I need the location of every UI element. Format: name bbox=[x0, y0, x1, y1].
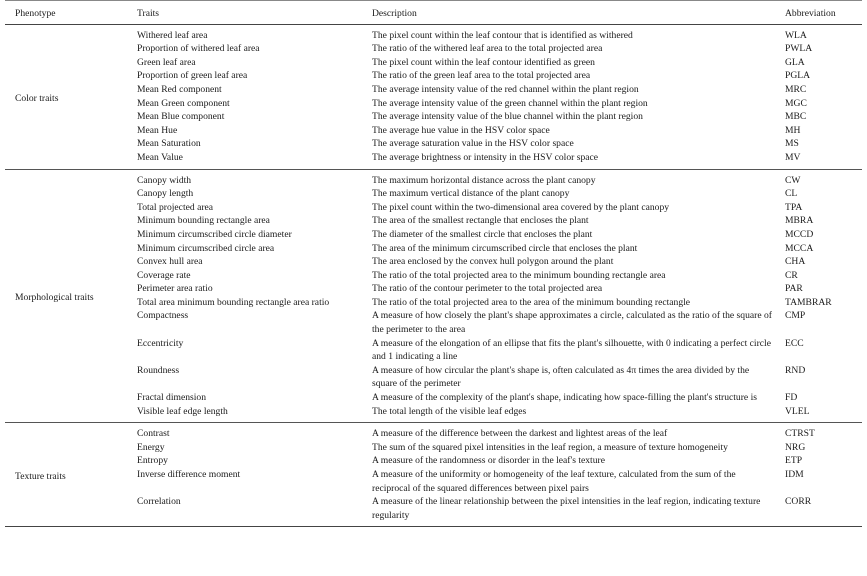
abbreviation-cell: CR bbox=[785, 269, 798, 281]
table-row bbox=[5, 441, 862, 455]
table-row bbox=[5, 201, 862, 215]
table-row bbox=[5, 187, 862, 201]
table-row bbox=[5, 137, 862, 151]
trait-cell: Total area minimum bounding rectangle area ratio bbox=[137, 296, 330, 308]
description-cell: A measure of how circular the plant's shape is, often calculated as 4π times the area divided by the square of the perimeter bbox=[372, 364, 750, 390]
trait-cell: Mean Hue bbox=[137, 124, 178, 136]
table-row bbox=[5, 255, 862, 269]
abbreviation-cell: TAMBRAR bbox=[785, 296, 832, 308]
trait-cell: Mean Blue component bbox=[137, 111, 225, 123]
description-cell: The average brightness or intensity in the HSV color space bbox=[372, 151, 599, 163]
header-description: Description bbox=[362, 1, 775, 24]
trait-cell: Convex hull area bbox=[137, 256, 203, 268]
table-group bbox=[5, 423, 862, 527]
description-cell: A measure of the complexity of the plant's shape, indicating how space-filling the plant's structure is bbox=[372, 392, 757, 404]
abbreviation-cell: CORR bbox=[785, 496, 812, 508]
description-cell: The area of the smallest rectangle that encloses the plant bbox=[372, 215, 589, 227]
trait-cell: Contrast bbox=[137, 428, 170, 440]
trait-cell: Proportion of green leaf area bbox=[137, 70, 248, 82]
description-cell: The ratio of the total projected area to the minimum bounding rectangle area bbox=[372, 269, 666, 281]
trait-cell: Perimeter area ratio bbox=[137, 283, 213, 295]
table-row bbox=[5, 24, 862, 42]
trait-cell: Eccentricity bbox=[137, 337, 184, 349]
trait-cell: Compactness bbox=[137, 310, 189, 322]
phenotype-cell: Morphological traits bbox=[15, 292, 94, 304]
trait-cell: Minimum bounding rectangle area bbox=[137, 215, 270, 227]
abbreviation-cell: MV bbox=[785, 151, 801, 163]
table-row bbox=[5, 242, 862, 256]
trait-cell: Mean Red component bbox=[137, 83, 222, 95]
trait-cell: Energy bbox=[137, 441, 165, 453]
abbreviation-cell: PAR bbox=[785, 283, 803, 295]
abbreviation-cell: GLA bbox=[785, 56, 805, 68]
trait-cell: Green leaf area bbox=[137, 56, 196, 68]
header-row bbox=[5, 1, 862, 24]
description-cell: The area of the minimum circumscribed circle that encloses the plant bbox=[372, 242, 638, 254]
abbreviation-cell: WLA bbox=[785, 29, 807, 41]
trait-cell: Mean Saturation bbox=[137, 138, 201, 150]
abbreviation-cell: MCCA bbox=[785, 242, 814, 254]
description-cell: A measure of the randomness or disorder in the leaf's texture bbox=[372, 455, 605, 467]
abbreviation-cell: MRC bbox=[785, 83, 807, 95]
trait-cell: Canopy length bbox=[137, 188, 194, 200]
header-phenotype: Phenotype bbox=[5, 1, 127, 24]
description-cell: The sum of the squared pixel intensities in the leaf region, a measure of texture homogeneity bbox=[372, 441, 728, 453]
table-row bbox=[5, 423, 862, 441]
phenotype-cell: Color traits bbox=[15, 92, 59, 104]
abbreviation-cell: MBRA bbox=[785, 215, 814, 227]
description-cell: The average saturation value in the HSV color space bbox=[372, 138, 574, 150]
description-cell: The ratio of the withered leaf area to the total projected area bbox=[372, 43, 603, 55]
abbreviation-cell: CW bbox=[785, 174, 801, 186]
description-cell: A measure of how closely the plant's shape approximates a circle, calculated as the ratio of the square of the perimeter to the area bbox=[372, 310, 772, 336]
table-row bbox=[5, 405, 862, 423]
abbreviation-cell: CHA bbox=[785, 256, 806, 268]
table-row bbox=[5, 454, 862, 468]
table-row bbox=[5, 228, 862, 242]
abbreviation-cell: ECC bbox=[785, 337, 804, 349]
trait-cell: Fractal dimension bbox=[137, 392, 207, 404]
table-row bbox=[5, 337, 862, 364]
abbreviation-cell: CL bbox=[785, 188, 798, 200]
trait-cell: Mean Green component bbox=[137, 97, 230, 109]
description-cell: The diameter of the smallest circle that encloses the plant bbox=[372, 228, 593, 240]
description-cell: The maximum horizontal distance across the plant canopy bbox=[372, 174, 596, 186]
abbreviation-cell: RND bbox=[785, 364, 806, 376]
table-row bbox=[5, 151, 862, 169]
trait-cell: Proportion of withered leaf area bbox=[137, 43, 260, 55]
table-group bbox=[5, 24, 862, 169]
description-cell: A measure of the uniformity or homogeneity of the leaf texture, calculated from the sum of the reciprocal of the squared differences between pixel pairs bbox=[372, 469, 736, 494]
abbreviation-cell: MBC bbox=[785, 111, 807, 123]
table-row bbox=[5, 42, 862, 56]
abbreviation-cell: MGC bbox=[785, 97, 807, 109]
description-cell: The pixel count within the leaf contour that is identified as withered bbox=[372, 29, 633, 41]
description-cell: The ratio of the total projected area to the area of the minimum bounding rectangle bbox=[372, 296, 691, 308]
table-row bbox=[5, 110, 862, 124]
trait-cell: Inverse difference moment bbox=[137, 469, 241, 480]
header-traits: Traits bbox=[127, 1, 362, 24]
description-cell: The average intensity value of the red channel within the plant region bbox=[372, 83, 639, 95]
table-row bbox=[5, 495, 862, 527]
trait-cell: Total projected area bbox=[137, 201, 214, 213]
table-group bbox=[5, 169, 862, 423]
description-cell: The total length of the visible leaf edges bbox=[372, 405, 527, 417]
abbreviation-cell: TPA bbox=[785, 201, 803, 213]
table-row bbox=[5, 391, 862, 405]
table-row bbox=[5, 364, 862, 391]
description-cell: The pixel count within the leaf contour identified as green bbox=[372, 56, 595, 68]
phenotype-cell: Texture traits bbox=[15, 471, 66, 482]
table-row bbox=[5, 269, 862, 283]
description-cell: The pixel count within the two-dimensional area covered by the plant canopy bbox=[372, 201, 670, 213]
abbreviation-cell: PWLA bbox=[785, 43, 813, 55]
abbreviation-cell: PGLA bbox=[785, 70, 811, 82]
description-cell: A measure of the difference between the darkest and lightest areas of the leaf bbox=[372, 428, 668, 440]
trait-cell: Entropy bbox=[137, 455, 168, 467]
abbreviation-cell: IDM bbox=[785, 469, 804, 480]
table-row bbox=[5, 282, 862, 296]
description-cell: The average intensity value of the green channel within the plant region bbox=[372, 97, 648, 109]
trait-cell: Withered leaf area bbox=[137, 29, 208, 41]
description-cell: The average hue value in the HSV color space bbox=[372, 124, 550, 136]
abbreviation-cell: MS bbox=[785, 138, 799, 150]
table-row bbox=[5, 169, 862, 187]
header-abbreviation: Abbreviation bbox=[775, 1, 862, 24]
trait-cell: Minimum circumscribed circle diameter bbox=[137, 228, 292, 240]
trait-cell: Correlation bbox=[137, 496, 181, 508]
table-row bbox=[5, 97, 862, 111]
description-cell: The ratio of the green leaf area to the total projected area bbox=[372, 70, 591, 82]
description-cell: The area enclosed by the convex hull polygon around the plant bbox=[372, 256, 614, 268]
description-cell: A measure of the elongation of an ellipse that fits the plant's silhouette, with 0 indicating a perfect circle and 1 indicating a line bbox=[372, 337, 771, 363]
trait-cell: Mean Value bbox=[137, 151, 183, 163]
trait-cell: Roundness bbox=[137, 364, 180, 376]
description-cell: A measure of the linear relationship between the pixel intensities in the leaf region, indicating texture regularity bbox=[372, 496, 761, 521]
table-row bbox=[5, 468, 862, 495]
table-header bbox=[5, 1, 862, 24]
trait-cell: Minimum circumscribed circle area bbox=[137, 242, 275, 254]
description-cell: The maximum vertical distance of the plant canopy bbox=[372, 188, 570, 200]
abbreviation-cell: FD bbox=[785, 392, 798, 404]
abbreviation-cell: MCCD bbox=[785, 228, 814, 240]
table-row bbox=[5, 83, 862, 97]
abbreviation-cell: CTRST bbox=[785, 428, 815, 440]
table-row bbox=[5, 214, 862, 228]
table-row bbox=[5, 124, 862, 138]
abbreviation-cell: VLEL bbox=[785, 405, 810, 417]
abbreviation-cell: CMP bbox=[785, 310, 806, 322]
table-row bbox=[5, 56, 862, 70]
table-row bbox=[5, 296, 862, 310]
trait-cell: Coverage rate bbox=[137, 269, 191, 281]
table-row bbox=[5, 69, 862, 83]
description-cell: The ratio of the contour perimeter to the total projected area bbox=[372, 283, 603, 295]
abbreviation-cell: NRG bbox=[785, 441, 806, 453]
table-row bbox=[5, 309, 862, 336]
description-cell: The average intensity value of the blue channel within the plant region bbox=[372, 111, 643, 123]
trait-cell: Visible leaf edge length bbox=[137, 405, 228, 417]
abbreviation-cell: ETP bbox=[785, 455, 803, 467]
trait-cell: Canopy width bbox=[137, 174, 192, 186]
abbreviation-cell: MH bbox=[785, 124, 801, 136]
traits-table bbox=[5, 1, 862, 527]
